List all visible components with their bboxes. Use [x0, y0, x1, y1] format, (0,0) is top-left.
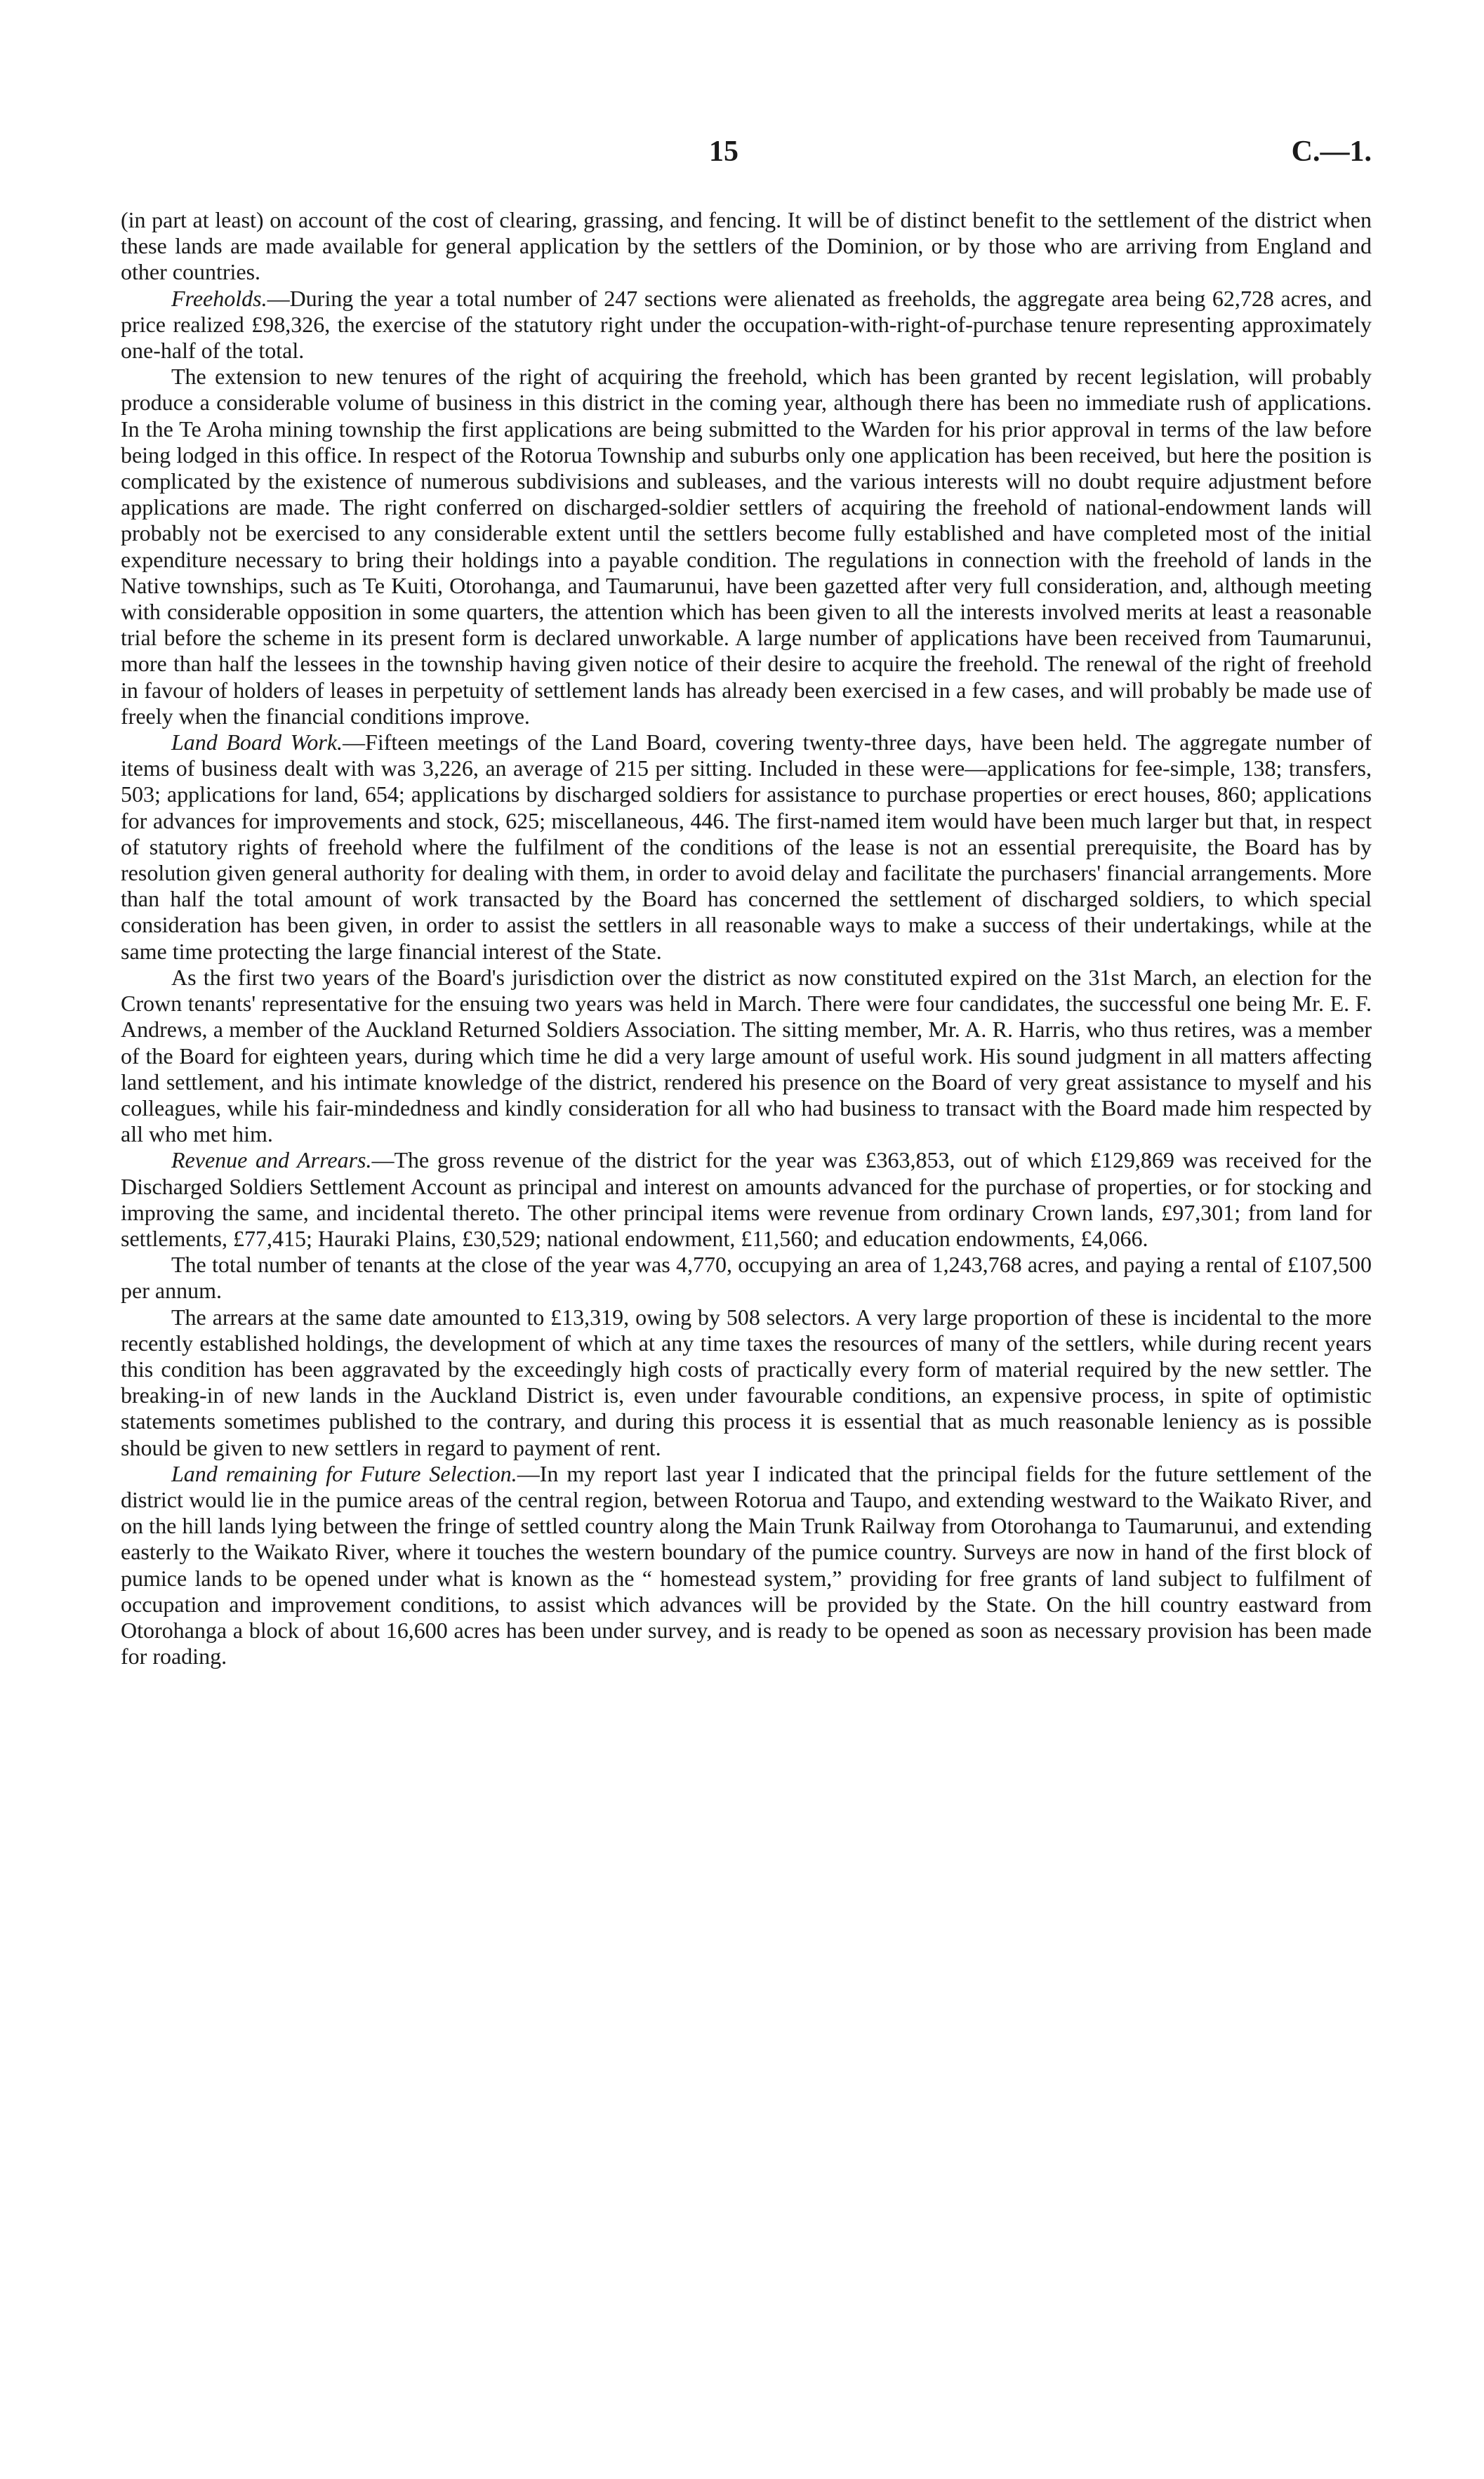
- report-code: C.—1.: [1291, 135, 1372, 168]
- section-heading: Land Board Work.: [171, 729, 343, 755]
- paragraph-tenants: [121, 1252, 1372, 1304]
- paragraph-future-selection: [121, 1461, 1372, 1670]
- paragraph-text: The arrears at the same date amounted to £13,319, owing by 508 selectors. A very large proportion of these is incidental to the more recently established holdings, the development of which at any time taxes the resources of many of the settlers, while during recent years this condition has been aggravated by the exceedingly high costs of practically every form of material required by the new settler. The breaking-in of new lands in the Auckland District is, even under favourable conditions, an expensive process, in spite of optimistic statements sometimes published to the contrary, and during this process it is essential that as much reasonable leniency as is possible should be given to new settlers in regard to payment of rent.: [121, 1304, 1372, 1460]
- paragraph-freeholds: [121, 286, 1372, 364]
- paragraph-freehold-extension: [121, 364, 1372, 729]
- paragraph-text: The total number of tenants at the close of the year was 4,770, occupying an area of 1,243,768 acres, and paying a rental of £107,500 per annum.: [121, 1252, 1372, 1304]
- paragraph-text: As the first two years of the Board's jurisdiction over the district as now constituted expired on the 31st March, an election for the Crown tenants' representative for the ensuing two years was held in March. There were four candidates, the successful one being Mr. E. F. Andrews, a member of the Auckland Returned Soldiers Association. The sitting member, Mr. A. R. Harris, who thus retires, was a member of the Board for eighteen years, during which time he did a very large amount of useful work. His sound judgment in all matters affecting land settlement, and his intimate knowledge of the district, rendered his presence on the Board of very great assistance to myself and his colleagues, while his fair-mindedness and kindly consideration for all who had business to transact with the Board made him respected by all who met him.: [121, 964, 1372, 1147]
- paragraph-text: The extension to new tenures of the right of acquiring the freehold, which has been granted by recent legislation, will probably produce a considerable volume of business in this district in the coming year, although there has been no immediate rush of applications. In the Te Aroha mining township the first applications are being submitted to the Warden for his prior approval in terms of the law before being lodged in this office. In respect of the Rotorua Township and suburbs only one application has been received, but here the position is complicated by the existence of numerous subdivisions and subleases, and the various interests will no doubt require adjustment before applications are made. The right conferred on discharged-soldier settlers of acquiring the freehold of national-endowment lands will probably not be exercised to any considerable extent until the settlers become fully established and have completed most of the initial expenditure necessary to bring their holdings into a payable condition. The regulations in connection with the freehold of lands in the Native townships, such as Te Kuiti, Otorohanga, and Taumarunui, have been gazetted after very full consideration, and, although meeting with considerable opposition in some quarters, the attention which has been given to all the interests involved merits at least a reasonable trial before the scheme in its present form is declared unworkable. A large number of applications have been received from Taumarunui, more than half the lessees in the township having given notice of their desire to acquire the freehold. The renewal of the right of freehold in favour of holders of leases in perpetuity of settlement lands has already been exercised in a few cases, and will probably be made use of freely when the financial conditions improve.: [121, 364, 1372, 729]
- paragraph-text: —In my report last year I indicated that the principal fields for the future settlement of the district would lie in the pumice areas of the central region, between Rotorua and Taupo, and extending westward to the Waikato River, and on the hill lands lying between the fringe of settled country along the Main Trunk Railway from Otorohanga to Taumarunui, and extending easterly to the Waikato River, where it touches the western boundary of the pumice country. Surveys are now in hand of the first block of pumice lands to be opened under what is known as the “ homestead system,” providing for free grants of land subject to fulfilment of occupation and improvement conditions, to assist which advances will be provided by the State. On the hill country eastward from Otorohanga a block of about 16,600 acres has been under survey, and is ready to be opened as soon as necessary provision has been made for roading.: [121, 1460, 1372, 1670]
- paragraph-board-election: [121, 965, 1372, 1147]
- paragraph-text: —The gross revenue of the district for the year was £363,853, out of which £129,869 was received for the Discharged Soldiers Settlement Account as principal and interest on amounts advanced for the purchase of properties, or for stocking and improving the same, and incidental thereto. The other principal items were revenue from ordinary Crown lands, £97,301; from land for settlements, £77,415; Hauraki Plains, £30,529; national endowment, £11,560; and education endowments, £4,066.: [121, 1147, 1372, 1251]
- paragraph-land-board-work: [121, 729, 1372, 965]
- section-heading: Land remaining for Future Selection.: [171, 1460, 517, 1486]
- paragraph-continuation: [121, 207, 1372, 286]
- body-text: [121, 207, 1372, 1670]
- paragraph-text: —During the year a total number of 247 sections were alienated as freeholds, the aggregate area being 62,728 acres, and price realized £98,326, the exercise of the statutory right under the occupation-with-right-of-purchase tenure representing approximately one-half of the total.: [121, 285, 1372, 364]
- paragraph-arrears: [121, 1304, 1372, 1461]
- paragraph-text: —Fifteen meetings of the Land Board, covering twenty-three days, have been held. The aggregate number of items of business dealt with was 3,226, an average of 215 per sitting. Included in these were—applications for fee-simple, 138; transfers, 503; applications for land, 654; applications by discharged soldiers for assistance to purchase properties or erect houses, 860; applications for advances for improvements and stock, 625; miscellaneous, 446. The first-named item would have been much larger but that, in respect of statutory rights of freehold where the fulfilment of the conditions of the lease is not an essential prerequisite, the Board has by resolution given general authority for dealing with them, in order to avoid delay and facilitate the purchasers' financial arrangements. More than half the total amount of work transacted by the Board has concerned the settlement of discharged soldiers, to which special consideration has been given, in order to assist the settlers in all reasonable ways to make a success of their undertakings, while at the same time protecting the large financial interest of the State.: [121, 729, 1372, 964]
- page-number: 15: [709, 135, 738, 168]
- section-heading: Revenue and Arrears.: [171, 1147, 372, 1173]
- paragraph-text: (in part at least) on account of the cost of clearing, grassing, and fencing. It will be of distinct benefit to the settlement of the district when these lands are made available for general application by the settlers of the Dominion, or by those who are arriving from England and other countries.: [121, 207, 1372, 285]
- section-heading: Freeholds.: [171, 285, 267, 311]
- paragraph-revenue-arrears: [121, 1147, 1372, 1252]
- page-header: [121, 135, 1372, 177]
